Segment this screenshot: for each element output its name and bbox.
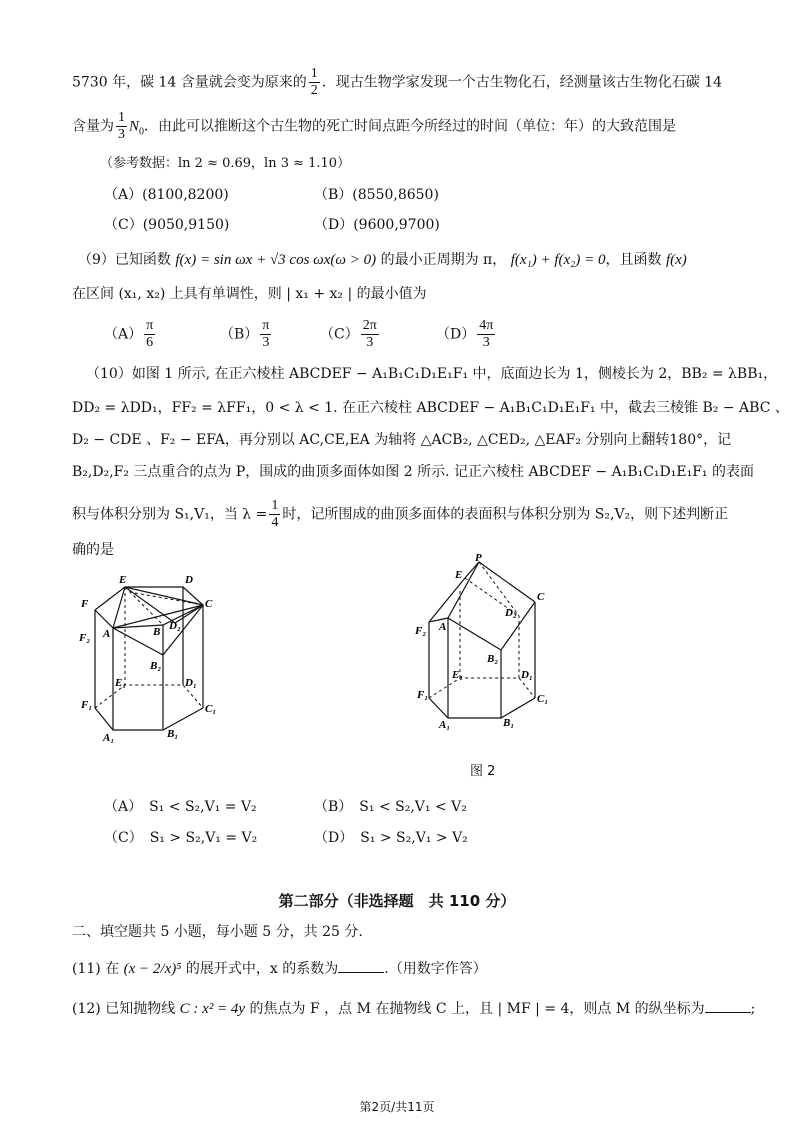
q8-line2: 含量为 $\frac{1}{3}$ $N_0$．由此可以推断这个古生物的死亡时间点距今所经过的时间（单位：年）的大致范围是 (72, 110, 677, 142)
q10-line5: 积与体积分别为 S₁,V₁，当 λ = $\frac{1}{4}$ 时，记所围成的曲顶多面体的表面积与体积分别为 S₂,V₂，则下述判断正 (72, 498, 729, 530)
q9-line1: （9）已知函数 f(x) = sin ωx + √3 cos ωx(ω > 0) 的最小正周期为 π， f(x₁) + f(x₂) = 0，且函数 f(x) (78, 252, 687, 268)
q10-line6: 确的是 (72, 542, 114, 558)
fig2-label-D1: D₁ (521, 669, 533, 681)
fill-in-instructions: 二、填空题共 5 小题，每小题 5 分，共 25 分. (72, 924, 363, 940)
q9-option-c: （C） $\frac{2\pi}{3}$ (320, 318, 377, 350)
fig1-label-C1: C₁ (205, 703, 217, 715)
fig1-label-B2: B₂ (150, 660, 162, 672)
q12-answer-blank[interactable] (705, 998, 751, 1013)
fig1-label-F1: F₁ (81, 699, 93, 711)
fig2-label-C: C (537, 591, 545, 603)
fig2-label-E: E (455, 569, 463, 581)
fraction-one-third: $\frac{1}{3}$ (118, 110, 125, 142)
fig1-label-A1: A₁ (103, 732, 115, 744)
fig1-label-B1: B₁ (167, 728, 179, 740)
fig1-label-C: C (205, 598, 213, 610)
q9-option-b: （B） $\frac{\pi}{3}$ (220, 318, 270, 350)
figure-1-hexagonal-prism (75, 565, 225, 750)
fig1-label-D2: D₂ (169, 620, 181, 632)
q8-option-b: （B）(8550,8650) (314, 187, 439, 203)
fig2-label-B2: B₂ (487, 653, 499, 665)
fig2-label-A1: A₁ (439, 719, 451, 731)
q11-answer-blank[interactable] (338, 958, 384, 973)
q10-option-d: （D） S₁ > S₂,V₁ > V₂ (314, 830, 468, 846)
fig2-label-A: A (439, 621, 447, 633)
fig2-label-D2: D₂ (505, 607, 517, 619)
fig2-label-E1: E₁ (452, 669, 464, 681)
q8-reference-data: （参考数据：ln 2 ≈ 0.69，ln 3 ≈ 1.10） (100, 156, 351, 171)
page-footer: 第2页/共11页 (359, 1100, 435, 1114)
fig1-label-F: F (81, 598, 89, 610)
q8-option-a: （A）(8100,8200) (104, 187, 229, 203)
q9-option-a: （A） $\frac{\pi}{6}$ (104, 318, 154, 350)
q10-option-c: （C） S₁ > S₂,V₁ = V₂ (104, 830, 258, 846)
q11: (11) 在 (x − 2/x)⁵ 的展开式中，x 的系数为 .（用数字作答） (72, 958, 487, 979)
fig2-label-C1: C₁ (537, 693, 549, 705)
fig1-label-D1: D₁ (185, 677, 197, 689)
q10-line4: B₂,D₂,F₂ 三点重合的点为 P，围成的曲顶多面体如图 2 所示. 记正六棱柱 ABCDEF − A₁B₁C₁D₁E₁F₁ 的表面 (72, 464, 754, 480)
fig1-label-B: B (153, 626, 161, 638)
fig1-label-D: D (185, 574, 193, 586)
fig1-label-E: E (119, 574, 127, 586)
q9-option-d: （D） $\frac{4\pi}{3}$ (436, 318, 494, 350)
fraction-one-half: $\frac{1}{2}$ (310, 66, 318, 98)
q8-line1: 5730 年，碳 14 含量就会变为原来的 $\frac{1}{2}$ ．现古生物学家发现一个古生物化石，经测量该古生物化石碳 14 (72, 66, 723, 98)
fig2-label-B1: B₁ (503, 717, 515, 729)
q10-option-a: （A） S₁ < S₂,V₁ = V₂ (104, 799, 257, 815)
q12: (12) 已知抛物线 C : x² = 4y 的焦点为 F ，点 M 在抛物线 C 上，且 | MF | = 4，则点 M 的纵坐标为 ; (72, 998, 755, 1019)
q10-line2: DD₂ = λDD₁，FF₂ = λFF₁，0 < λ < 1. 在正六棱柱 ABCDEF − A₁B₁C₁D₁E₁F₁ 中，截去三棱锥 B₂ − ABC 、 (72, 400, 789, 416)
q10-line3: D₂ − CDE 、F₂ − EFA，再分别以 AC,CE,EA 为轴将 △ACB₂, △CED₂, △EAF₂ 分别向上翻转180°，记 (72, 432, 732, 448)
q8-option-d: （D）(9600,9700) (314, 217, 440, 233)
fig2-label-F1: F₁ (417, 689, 429, 701)
fig2-label-P: P (475, 552, 482, 564)
q10-option-b: （B） S₁ < S₂,V₁ < V₂ (314, 799, 467, 815)
fig1-label-A: A (103, 628, 111, 640)
fig2-label-F2: F₂ (415, 625, 427, 637)
part-2-title: 第二部分（非选择题 共 110 分） (278, 892, 516, 910)
q10-line1: （10）如图 1 所示, 在正六棱柱 ABCDEF − A₁B₁C₁D₁E₁F₁ 中，底面边长为 1，侧棱长为 2，BB₂ = λBB₁， (86, 366, 778, 382)
fig1-label-F2: F₂ (79, 632, 91, 644)
q9-line2: 在区间 (x₁, x₂) 上具有单调性，则 | x₁ + x₂ | 的最小值为 (72, 286, 427, 302)
figure-2-curved-polyhedron (415, 550, 565, 735)
figure-2-caption: 图 2 (470, 764, 496, 779)
fig1-label-E1: E₁ (115, 677, 127, 689)
q8-option-c: （C）(9050,9150) (104, 217, 230, 233)
